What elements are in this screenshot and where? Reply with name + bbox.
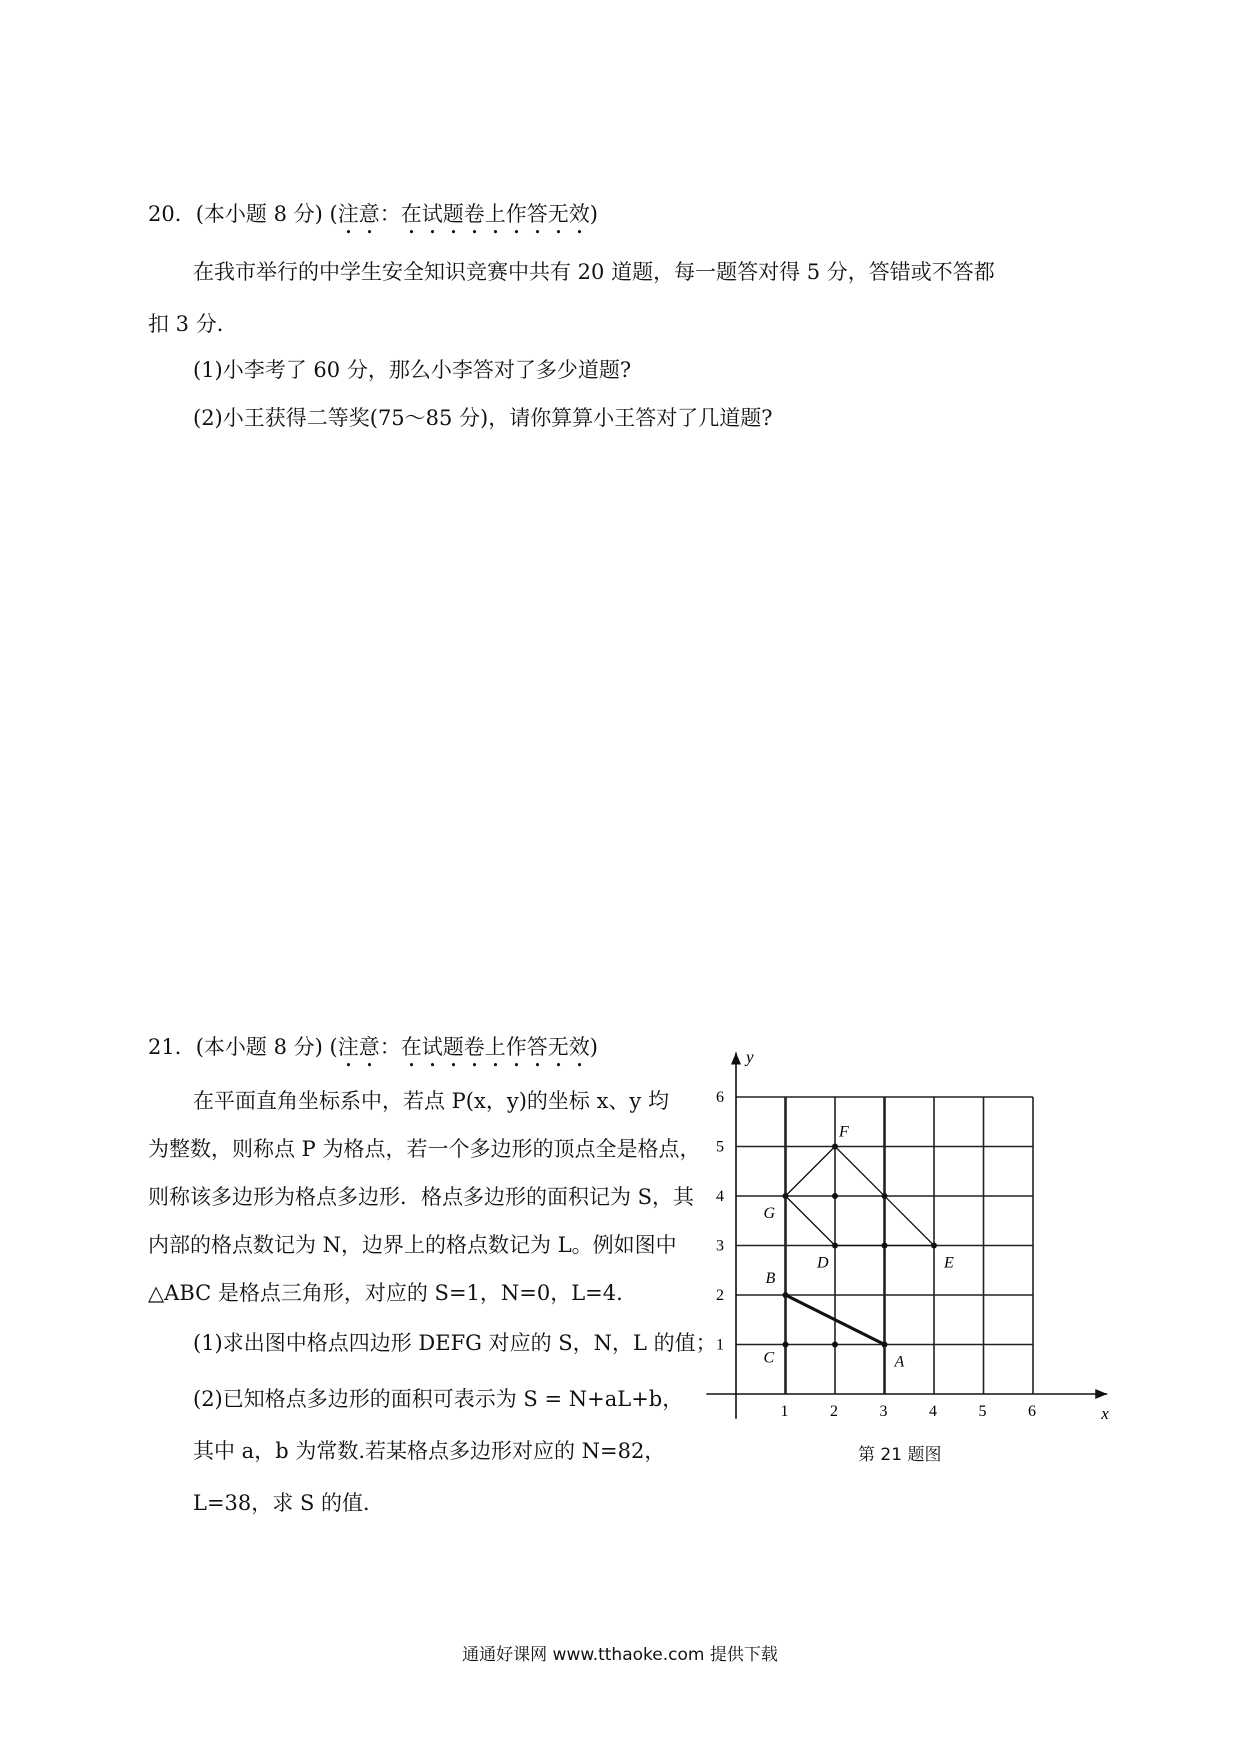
footer-download-note: 通通好课网 www.tthaoke.com 提供下载 <box>462 1645 778 1665</box>
q20-score-note: (本小题 8 分) ( <box>195 202 338 226</box>
q21-header <box>148 1033 598 1072</box>
y-tick-label: 6 <box>716 1089 724 1106</box>
q20-warning: 注意：在试题卷上作答无效 <box>337 202 590 226</box>
q20-header <box>148 200 598 239</box>
lattice-point <box>783 1292 789 1298</box>
polygon-edge-FG <box>786 1147 836 1197</box>
q20-number: 20． <box>148 202 196 226</box>
x-tick-label: 4 <box>929 1403 937 1420</box>
y-tick-label: 2 <box>716 1287 724 1304</box>
q21-line: 为整数，则称点 P 为格点，若一个多边形的顶点全是格点， <box>148 1137 701 1161</box>
q21-warning: 注意：在试题卷上作答无效 <box>337 1035 590 1059</box>
y-tick-label: 3 <box>716 1237 724 1255</box>
point-label-B: B <box>765 1270 776 1287</box>
point-label-G: G <box>763 1205 776 1222</box>
q20-part2: (2)小王获得二等奖(75～85 分)，请你算算小王答对了几道题? <box>193 406 773 430</box>
q21-part2-line3: L=38，求 S 的值． <box>193 1491 384 1515</box>
lattice-point <box>783 1193 789 1199</box>
lattice-point <box>931 1243 937 1249</box>
grid-svg <box>700 1030 1110 1460</box>
point-label-F: F <box>839 1123 849 1141</box>
lattice-point <box>832 1342 838 1348</box>
x-tick-label: 1 <box>780 1403 789 1420</box>
y-tick-label: 1 <box>716 1336 724 1354</box>
y-axis-label: y <box>746 1047 754 1067</box>
x-tick-label: 3 <box>879 1403 888 1420</box>
q20-paragraph-line1: 在我市举行的中学生安全知识竞赛中共有 20 道题，每一题答对得 5 分，答错或不答都 <box>193 260 995 284</box>
q21-part1: (1)求出图中格点四边形 DEFG 对应的 S，N，L 的值； <box>193 1331 717 1355</box>
lattice-point <box>882 1342 888 1348</box>
q21-line: 在平面直角坐标系中，若点 P(x，y)的坐标 x、y 均 <box>193 1089 669 1113</box>
q21-number: 21． <box>148 1035 196 1059</box>
q21-line: 内部的格点数记为 N，边界上的格点数记为 L。例如图中 <box>148 1233 677 1257</box>
x-axis-label: x <box>1101 1404 1109 1423</box>
q21-part2-line1: (2)已知格点多边形的面积可表示为 S = N+aL+b， <box>193 1387 684 1411</box>
lattice-point <box>882 1193 888 1199</box>
y-tick-label: 4 <box>716 1188 724 1205</box>
q20-paragraph-line2: 扣 3 分． <box>148 312 238 336</box>
q21-score-note: (本小题 8 分) ( <box>195 1035 338 1059</box>
x-axis-arrow <box>1095 1389 1107 1399</box>
q20-part1: (1)小李考了 60 分，那么小李答对了多少道题? <box>193 358 632 382</box>
point-label-E: E <box>944 1254 954 1272</box>
x-tick-label: 2 <box>830 1403 838 1420</box>
lattice-grid-figure <box>700 1030 1110 1460</box>
q21-part2-line2: 其中 a，b 为常数.若某格点多边形对应的 N=82， <box>193 1439 666 1463</box>
lattice-point <box>832 1243 838 1249</box>
point-label-D: D <box>817 1254 829 1272</box>
x-tick-label: 6 <box>1028 1403 1036 1420</box>
q21-line: 则称该多边形为格点多边形．格点多边形的面积记为 S，其 <box>148 1185 695 1209</box>
y-axis-arrow <box>731 1052 741 1064</box>
lattice-point <box>832 1144 838 1150</box>
q20-header-close: ) <box>589 202 598 226</box>
x-tick-label: 5 <box>978 1403 987 1420</box>
q21-header-close: ) <box>589 1035 598 1059</box>
lattice-point <box>783 1342 789 1348</box>
q21-line: △ABC 是格点三角形，对应的 S=1，N=0，L=4. <box>148 1281 623 1305</box>
lattice-point <box>882 1243 888 1249</box>
y-tick-label: 5 <box>716 1138 724 1156</box>
point-label-A: A <box>894 1353 905 1371</box>
polygon-edge-GD <box>786 1196 836 1246</box>
figure-caption: 第 21 题图 <box>858 1445 942 1465</box>
point-label-C: C <box>763 1349 775 1367</box>
lattice-point <box>832 1193 838 1199</box>
